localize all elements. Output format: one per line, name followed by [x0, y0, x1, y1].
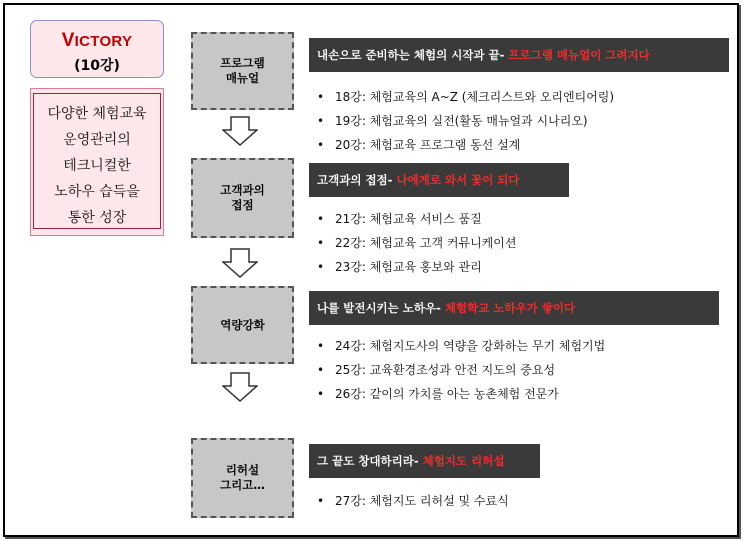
- goal-line: 운영관리의: [63, 132, 131, 148]
- stage-heading-bar: [309, 444, 540, 478]
- victory-subtitle: (10강): [74, 58, 120, 74]
- list-item: • 22강: 체험교육 고객 커뮤니케이션: [317, 236, 517, 250]
- stage-label-line: 그리고…: [220, 478, 265, 492]
- goal-text: [33, 93, 161, 229]
- heading-white-text: 고객과의 접점-: [317, 173, 393, 187]
- heading-white-text: 내손으로 준비하는 체험의 시작과 끝-: [317, 48, 505, 62]
- victory-box: [30, 20, 164, 78]
- heading-red-text: 체험학교 노하우가 쌓이다: [444, 301, 576, 315]
- goal-line: 통한 성장: [67, 210, 127, 226]
- stage-label-line: 고객과의: [220, 183, 265, 197]
- goal-box: [30, 88, 164, 236]
- stage-label-line: 역량강화: [220, 317, 265, 332]
- heading-white-text: 그 끝도 창대하리라-: [317, 454, 419, 468]
- goal-line: 다양한 체험교육: [47, 106, 147, 122]
- stage-label-line: 리허설: [225, 463, 260, 477]
- stage-box-manual: [191, 32, 294, 110]
- down-arrow-icon: [222, 248, 258, 278]
- heading-red-text: 나에게로 와서 꽃이 되다: [396, 173, 520, 187]
- heading-red-text: 체험지도 리허설: [422, 454, 505, 468]
- stage-label-line: 매뉴얼: [225, 71, 260, 85]
- stage-heading-bar: [309, 38, 729, 72]
- heading-white-text: 나를 발전시키는 노하우-: [317, 301, 441, 315]
- list-item: • 23강: 체험교육 홍보와 관리: [317, 260, 482, 274]
- goal-line: 테크니컬한: [63, 158, 131, 174]
- list-item: • 24강: 체험지도사의 역량을 강화하는 무기 체험기법: [317, 339, 606, 353]
- heading-red-text: 프로그램 매뉴얼이 그려지다: [508, 48, 650, 62]
- list-item: • 25강: 교육환경조성과 안전 지도의 중요성: [317, 363, 556, 377]
- down-arrow-icon: [222, 116, 258, 146]
- list-item: • 20강: 체험교육 프로그램 동선 설계: [317, 138, 521, 152]
- stage-box-customer-contact: [191, 158, 294, 238]
- stage-label-line: 접점: [231, 198, 254, 212]
- stage-box-rehearsal: [191, 438, 294, 518]
- stage-label-line: 프로그램: [220, 56, 265, 70]
- down-arrow-icon: [222, 372, 258, 402]
- stage-box-capacity-building: [191, 286, 294, 364]
- list-item: • 19강: 체험교육의 실전(활동 매뉴얼과 시나리오): [317, 114, 588, 128]
- list-item: • 18강: 체험교육의 A~Z (체크리스트와 오리엔티어링): [317, 90, 615, 104]
- list-item: • 21강: 체험교육 서비스 품질: [317, 212, 482, 226]
- stage-heading-bar: [309, 163, 569, 197]
- stage-heading-bar: [309, 291, 719, 325]
- list-item: • 26강: 같이의 가치를 아는 농촌체험 전문가: [317, 387, 559, 401]
- goal-line: 노하우 습득을: [54, 184, 140, 200]
- victory-title: VICTORY: [61, 30, 133, 51]
- list-item: • 27강: 체험지도 리허설 및 수료식: [317, 494, 509, 508]
